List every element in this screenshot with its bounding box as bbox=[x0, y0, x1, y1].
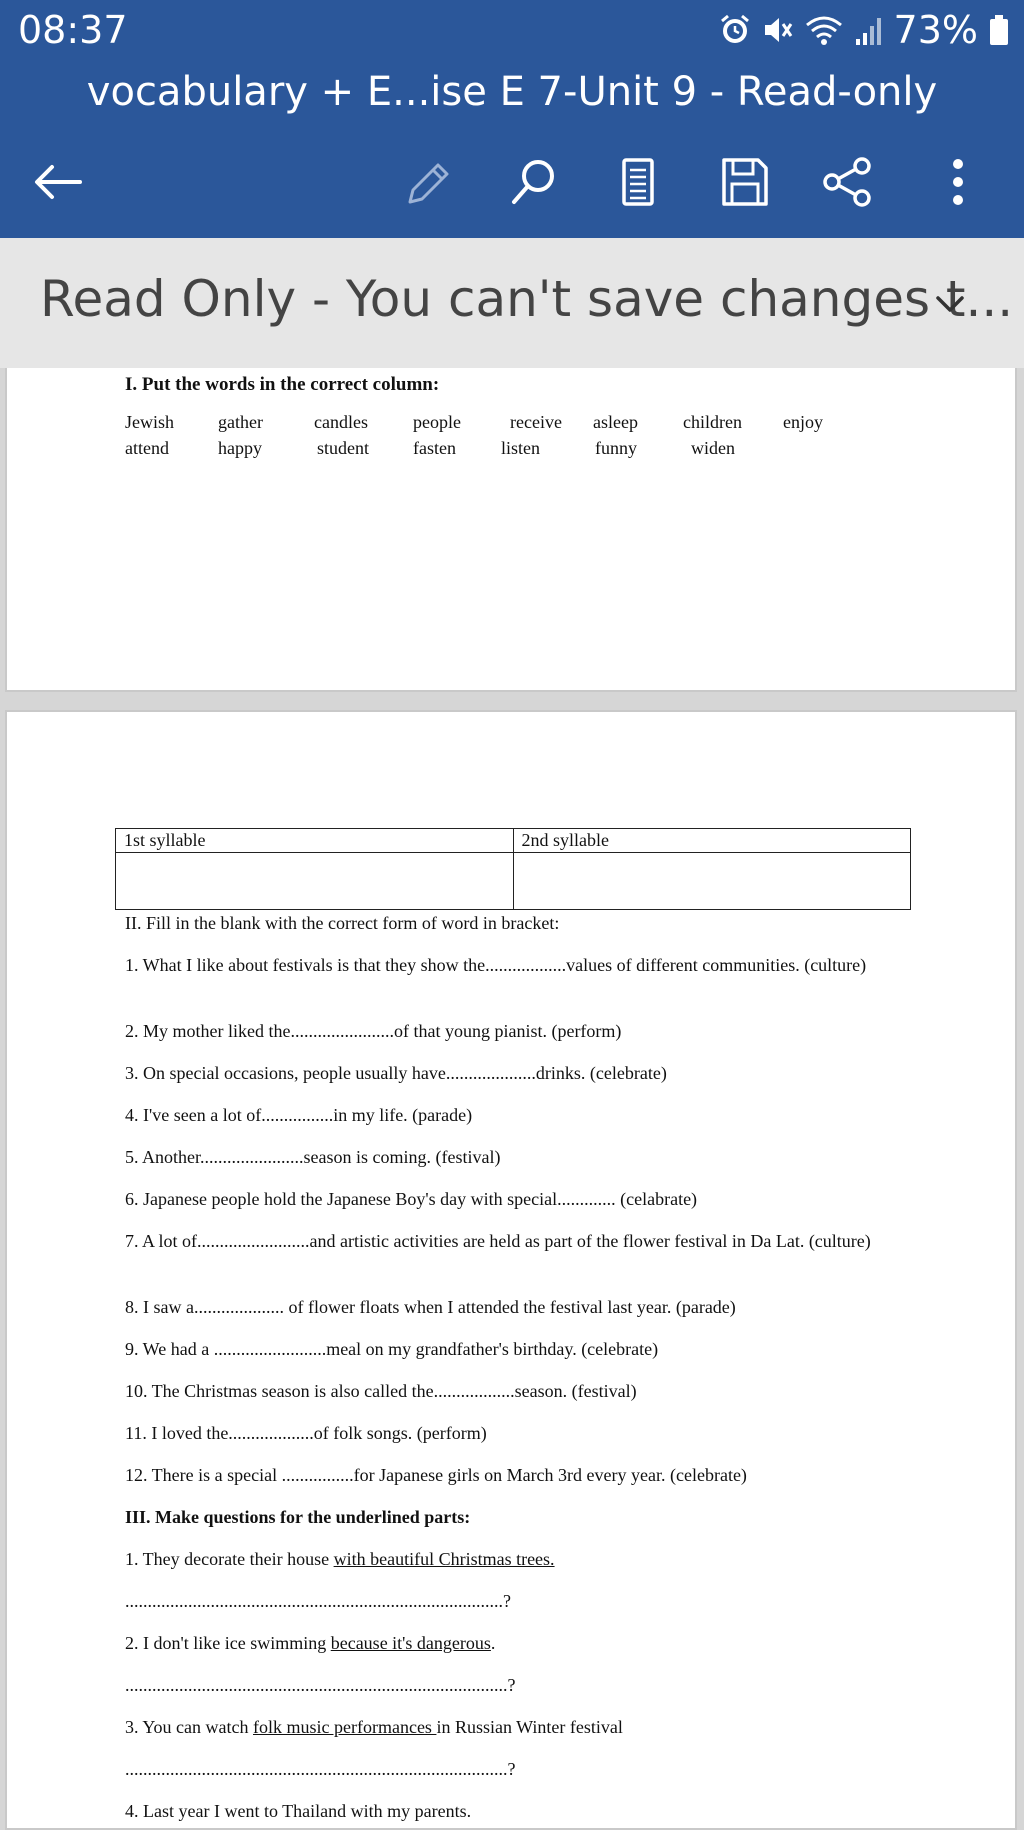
battery-percent: 73% bbox=[893, 8, 978, 52]
answer-line: .....................................................................................? bbox=[125, 1675, 516, 1695]
toolbar bbox=[0, 122, 1024, 238]
question-text: 3. You can watch bbox=[125, 1717, 253, 1737]
exercise-item: 8. I saw a.................... of flower floats when I attended the festival last year. (parade) bbox=[125, 1297, 736, 1317]
pencil-icon[interactable] bbox=[398, 152, 458, 212]
table-header-1st-syllable: 1st syllable bbox=[116, 829, 514, 853]
underlined-part: with beautiful Christmas trees. bbox=[333, 1549, 555, 1569]
reading-view-icon[interactable] bbox=[608, 152, 668, 212]
word: widen bbox=[691, 438, 735, 458]
table-cell-empty bbox=[116, 853, 514, 910]
word: asleep bbox=[593, 412, 638, 432]
word: happy bbox=[218, 438, 262, 458]
word: children bbox=[683, 412, 742, 432]
read-only-message: Read Only - You can't save changes t... bbox=[40, 270, 1014, 328]
exercise-item: 4. I've seen a lot of................in my life. (parade) bbox=[125, 1105, 473, 1125]
read-only-banner[interactable] bbox=[0, 238, 1024, 368]
word: receive bbox=[510, 412, 562, 432]
question-text: 2. I don't like ice swimming bbox=[125, 1633, 331, 1653]
word: listen bbox=[501, 438, 540, 458]
word: attend bbox=[125, 438, 169, 458]
table-header-2nd-syllable: 2nd syllable bbox=[513, 829, 911, 853]
document-page-2 bbox=[5, 710, 1017, 1830]
exercise-item: 7. A lot of.........................and artistic activities are held as part of the flower festival in Da Lat. (culture) bbox=[125, 1231, 871, 1251]
answer-line: ....................................................................................? bbox=[125, 1591, 511, 1611]
underlined-part: folk music performances bbox=[253, 1717, 437, 1737]
battery-icon bbox=[988, 13, 1010, 47]
syllable-table bbox=[115, 828, 911, 910]
exercise-item: 10. The Christmas season is also called the..................season. (festival) bbox=[125, 1381, 637, 1401]
back-arrow-icon[interactable] bbox=[28, 152, 88, 212]
question-text: in Russian Winter festival bbox=[436, 1717, 623, 1737]
share-icon[interactable] bbox=[818, 152, 878, 212]
section-3-heading: III. Make questions for the underlined parts: bbox=[125, 1507, 471, 1527]
exercise-item: 11. I loved the...................of folk songs. (perform) bbox=[125, 1423, 487, 1443]
section-1-heading: I. Put the words in the correct column: bbox=[125, 374, 440, 395]
question-3 bbox=[125, 1715, 925, 1740]
word: Jewish bbox=[125, 412, 174, 432]
save-icon[interactable] bbox=[714, 152, 774, 212]
word: gather bbox=[218, 412, 263, 432]
exercise-item: 5. Another.......................season is coming. (festival) bbox=[125, 1147, 501, 1167]
word: candles bbox=[314, 412, 368, 432]
status-time: 08:37 bbox=[18, 8, 128, 52]
question-4: 4. Last year I went to Thailand with my parents. bbox=[125, 1801, 472, 1821]
word: funny bbox=[595, 438, 637, 458]
word: people bbox=[413, 412, 461, 432]
question-1 bbox=[125, 1547, 925, 1572]
more-icon[interactable] bbox=[928, 152, 988, 212]
exercise-item: 9. We had a .........................meal on my grandfather's birthday. (celebrate) bbox=[125, 1339, 659, 1359]
status-icons bbox=[718, 8, 1010, 52]
exercise-item: 2. My mother liked the.......................of that young pianist. (perform) bbox=[125, 1021, 622, 1041]
signal-icon bbox=[854, 13, 884, 47]
status-bar bbox=[0, 0, 1024, 62]
exercise-item: 6. Japanese people hold the Japanese Boy's day with special............. (celabrate) bbox=[125, 1189, 698, 1209]
section-2-heading: II. Fill in the blank with the correct form of word in bracket: bbox=[125, 913, 560, 933]
table-cell-empty bbox=[513, 853, 911, 910]
document-title: vocabulary + E...ise E 7-Unit 9 - Read-only bbox=[0, 62, 1024, 122]
wifi-icon bbox=[804, 13, 844, 47]
exercise-item: 12. There is a special ................for Japanese girls on March 3rd every year. (celebrate) bbox=[125, 1465, 747, 1485]
word: fasten bbox=[413, 438, 456, 458]
answer-line: .....................................................................................? bbox=[125, 1759, 516, 1779]
exercise-item: 3. On special occasions, people usually have....................drinks. (celebrate) bbox=[125, 1063, 667, 1083]
question-2 bbox=[125, 1631, 925, 1656]
word: enjoy bbox=[783, 412, 823, 432]
alarm-icon bbox=[718, 13, 752, 47]
chevron-down-icon[interactable] bbox=[926, 280, 974, 328]
underlined-part: because it's dangerous bbox=[330, 1633, 491, 1653]
search-icon[interactable] bbox=[504, 152, 564, 212]
exercise-item: 1. What I like about festivals is that they show the..................values of different communities. (culture) bbox=[125, 955, 867, 975]
mute-icon bbox=[762, 13, 794, 47]
question-text: 1. They decorate their house bbox=[125, 1549, 334, 1569]
word: student bbox=[317, 438, 369, 458]
document-page-1 bbox=[5, 368, 1017, 692]
question-text: . bbox=[490, 1633, 496, 1653]
